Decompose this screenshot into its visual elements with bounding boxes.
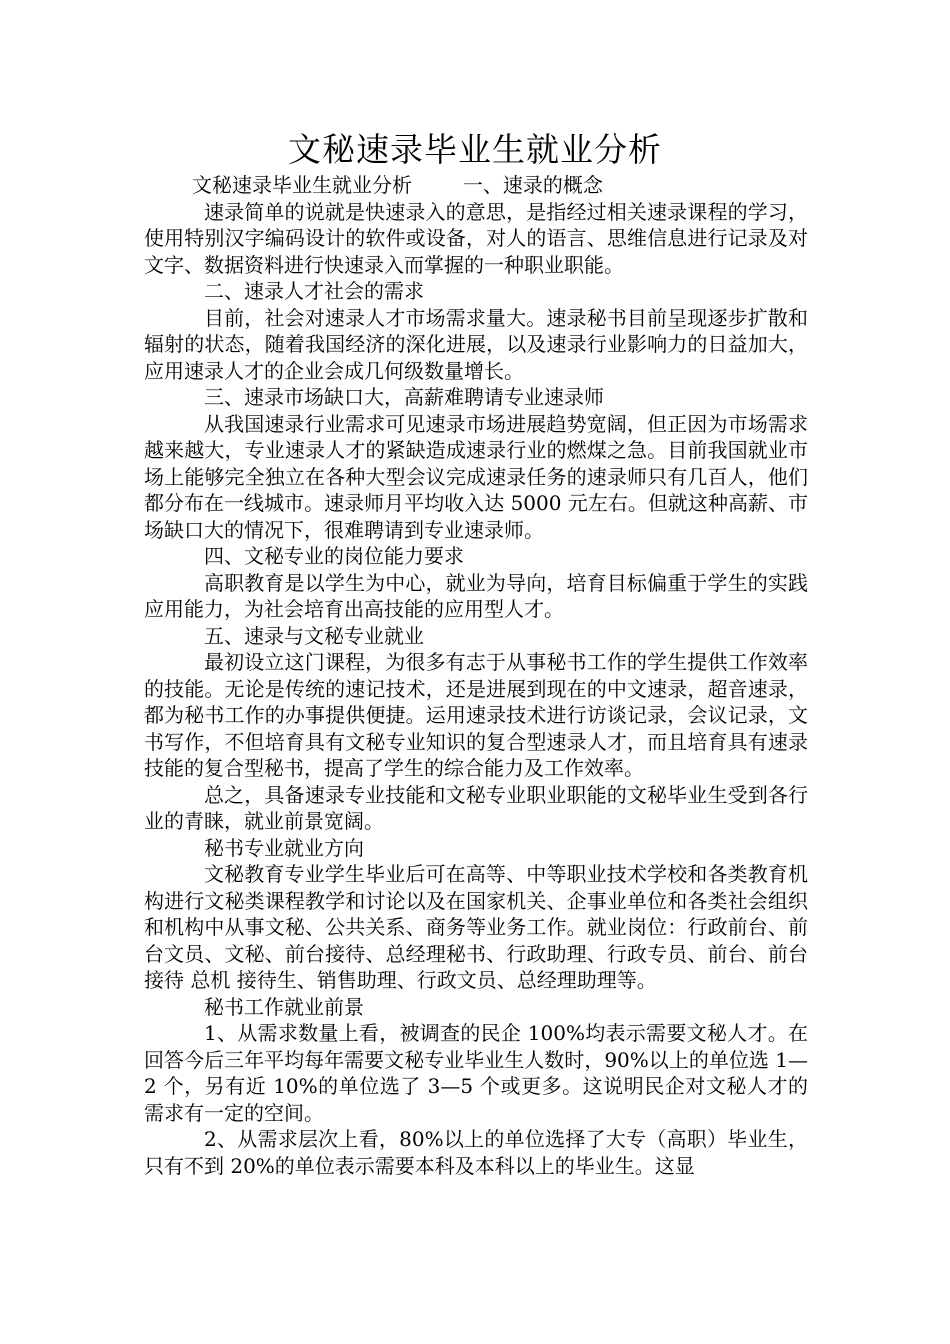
document-title: 文秘速录毕业生就业分析 [288, 130, 662, 169]
section-heading-career-direction: 秘书专业就业方向 [204, 835, 364, 860]
lead-line: 文秘速录毕业生就业分析 一、速录的概念 [192, 173, 603, 197]
section-heading-market-gap: 三、速录市场缺口大，高薪难聘请专业速录师 [204, 385, 604, 409]
paragraph-summary: 总之，具备速录专业技能和文秘专业职业职能的文秘毕业生受到各行业的青睐，就业前景宽阔。 [144, 782, 808, 833]
document-body [144, 172, 808, 1179]
paragraph-demand-quantity: 1、从需求数量上看，被调查的民企 100%均表示需要文秘人才。在回答今后三年平均每年需要文秘专业毕业生人数时，90%以上的单位选 1—2 个，另有近 10%的单位选了 3—5 个或更多。这说明民企对文秘人才的需求有一定的空间。 [144, 1021, 808, 1125]
paragraph-speed-typing-concept: 速录简单的说就是快速录入的意思，是指经过相关速录课程的学习，使用特别汉字编码设计的软件或设备，对人的语言、思维信息进行记录及对文字、数据资料进行快速录入而掌握的一种职业职能。 [144, 199, 808, 277]
section-heading-career-prospects: 秘书工作就业前景 [204, 994, 364, 1019]
section-heading-employment: 五、速录与文秘专业就业 [204, 623, 424, 648]
paragraph-talent-demand: 目前，社会对速录人才市场需求量大。速录秘书目前呈现逐步扩散和辐射的状态，随着我国经济的深化进展，以及速录行业影响力的日益加大，应用速录人才的企业会成几何级数量增长。 [144, 305, 808, 383]
paragraph-employment: 最初设立这门课程，为很多有志于从事秘书工作的学生提供工作效率的技能。无论是传统的速记技术，还是进展到现在的中文速录，超音速录，都为秘书工作的办事提供便捷。运用速录技术进行访谈记录，会议记录，文书写作，不但培育具有文秘专业知识的复合型速录人才，而且培育具有速录技能的复合型秘书，提高了学生的综合能力及工作效率。 [144, 650, 808, 780]
paragraph-demand-level: 2、从需求层次上看，80%以上的单位选择了大专（高职）毕业生，只有不到 20%的单位表示需要本科及本科以上的毕业生。这显 [144, 1127, 808, 1178]
paragraph-job-requirements: 高职教育是以学生为中心，就业为导向，培育目标偏重于学生的实践应用能力，为社会培育出高技能的应用型人才。 [144, 570, 808, 621]
paragraph-market-gap: 从我国速录行业需求可见速录市场进展趋势宽阔，但正因为市场需求越来越大，专业速录人才的紧缺造成速录行业的燃煤之急。目前我国就业市场上能够完全独立在各种大型会议完成速录任务的速录师只有几百人，他们都分布在一线城市。速录师月平均收入达 5000 元左右。但就这种高薪、市场缺口大的情况下，很难聘请到专业速录师。 [144, 411, 808, 542]
paragraph-career-direction: 文秘教育专业学生毕业后可在高等、中等职业技术学校和各类教育机构进行文秘类课程教学和讨论以及在国家机关、企事业单位和各类社会组织和机构中从事文秘、公共关系、商务等业务工作。就业岗位：行政前台、前台文员、文秘、前台接待、总经理秘书、行政助理、行政专员、前台、前台接待 总机 接待生、销售助理、行政文员、总经理助理等。 [144, 862, 808, 992]
section-heading-job-requirements: 四、文秘专业的岗位能力要求 [204, 544, 464, 568]
section-heading-talent-demand: 二、速录人才社会的需求 [204, 279, 424, 303]
